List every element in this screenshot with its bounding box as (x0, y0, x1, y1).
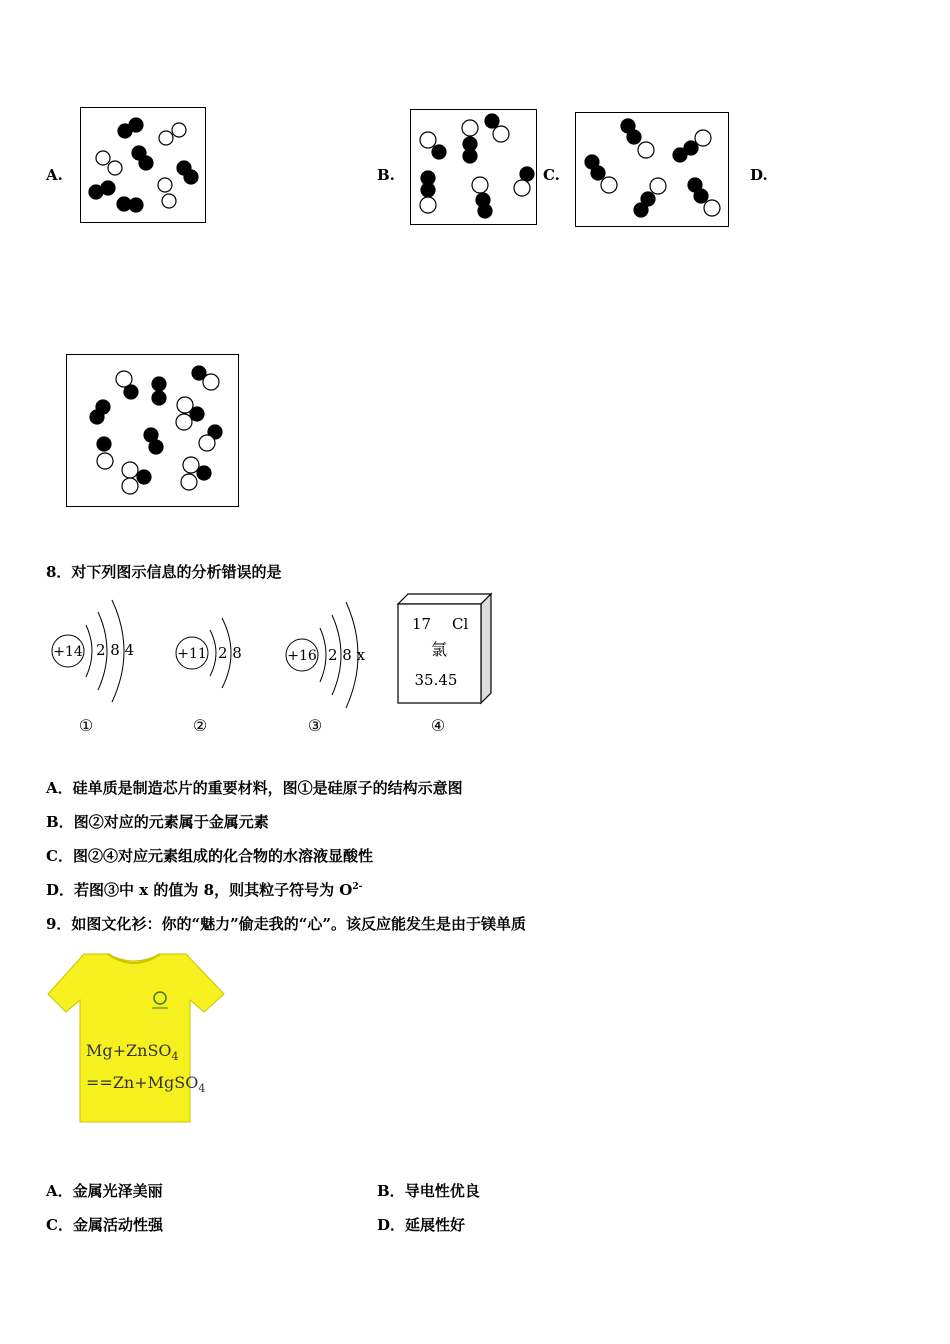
q9-option-a (46, 1180, 163, 1201)
q8-option-d-label: D． (46, 881, 75, 899)
element-card-mass: 35.45 (414, 671, 458, 689)
q7-option-b-diagram (410, 109, 537, 225)
q7-option-b-particles (411, 110, 536, 224)
q8-stem: 8．对下列图示信息的分析错误的是 (46, 563, 282, 581)
q8-option-d-text: 若图③中 x 的值为 8，则其粒子符号为 O (74, 881, 353, 899)
element-card-marker: ④ (430, 716, 446, 735)
q7-option-a-label: A. (46, 166, 63, 184)
q7-option-a-diagram (80, 107, 206, 223)
q9-tshirt-figure (46, 950, 226, 1125)
q8-option-b-label: B． (46, 813, 74, 831)
q9-option-d-label: D． (377, 1216, 406, 1234)
q8-option-a-text: 硅单质是制造芯片的重要材料，图①是硅原子的结构示意图 (72, 779, 463, 797)
q9-option-c (46, 1214, 163, 1235)
q9-option-b (377, 1180, 480, 1201)
q8-option-a (46, 777, 463, 798)
q8-option-a-label: A． (46, 779, 73, 797)
q9-stem: 9．如图文化衫：你的“魅力”偷走我的“心”。该反应能发生是由于镁单质 (46, 915, 526, 933)
element-card-symbol: Cl (452, 615, 469, 633)
q7-option-c-label: C. (543, 166, 560, 184)
tshirt-image (46, 950, 226, 1125)
q9-option-b-text: 导电性优良 (404, 1182, 480, 1200)
q7-option-d-label: D. (750, 166, 768, 184)
q7-option-d-diagram (66, 354, 239, 507)
tshirt-equation-line2: ==Zn+MgSO$_4$ (86, 1073, 206, 1095)
q9-option-d-text: 延展性好 (405, 1216, 466, 1234)
atom-1-shells: 2 8 4 (96, 641, 135, 659)
atom-3-nucleus: +16 (287, 648, 317, 664)
q7-option-d-particles (67, 355, 238, 506)
q9-option-a-text: 金属光泽美丽 (72, 1182, 163, 1200)
element-card-number: 17 (412, 615, 432, 633)
q8-atom-diagrams (40, 590, 510, 740)
q7-option-c-particles (576, 113, 728, 226)
q8-option-d-charge: 2- (352, 882, 363, 892)
q7-option-b-label: B. (377, 166, 395, 184)
tshirt-body (48, 954, 224, 1122)
q8-figure (40, 590, 510, 740)
atom-1-marker: ① (78, 716, 94, 735)
q8-option-b (46, 811, 269, 832)
atom-2-shells: 2 8 (218, 644, 242, 662)
atom-3-shells: 2 8 x (328, 646, 366, 664)
atom-3-marker: ③ (307, 716, 323, 735)
atom-2-marker: ② (192, 716, 208, 735)
atom-2-nucleus: +11 (177, 646, 207, 662)
tshirt-equation-line1: Mg+ZnSO$_4$ (86, 1041, 179, 1063)
q8-option-b-text: 图②对应的元素属于金属元素 (73, 813, 269, 831)
q8-option-c-label: C． (46, 847, 73, 865)
q8-option-c (46, 845, 373, 866)
q9-option-c-text: 金属活动性强 (72, 1216, 163, 1234)
q9-option-b-label: B． (377, 1182, 405, 1200)
q8-option-d (46, 879, 362, 900)
q9-option-d (377, 1214, 465, 1235)
q9-option-a-label: A． (46, 1182, 73, 1200)
q7-option-a-particles (81, 108, 205, 222)
element-card-name: 氯 (430, 640, 448, 659)
q7-option-c-diagram (575, 112, 729, 227)
q8-option-c-text: 图②④对应元素组成的化合物的水溶液显酸性 (72, 847, 373, 865)
atom-1-nucleus: +14 (53, 644, 83, 660)
q9-option-c-label: C． (46, 1216, 73, 1234)
